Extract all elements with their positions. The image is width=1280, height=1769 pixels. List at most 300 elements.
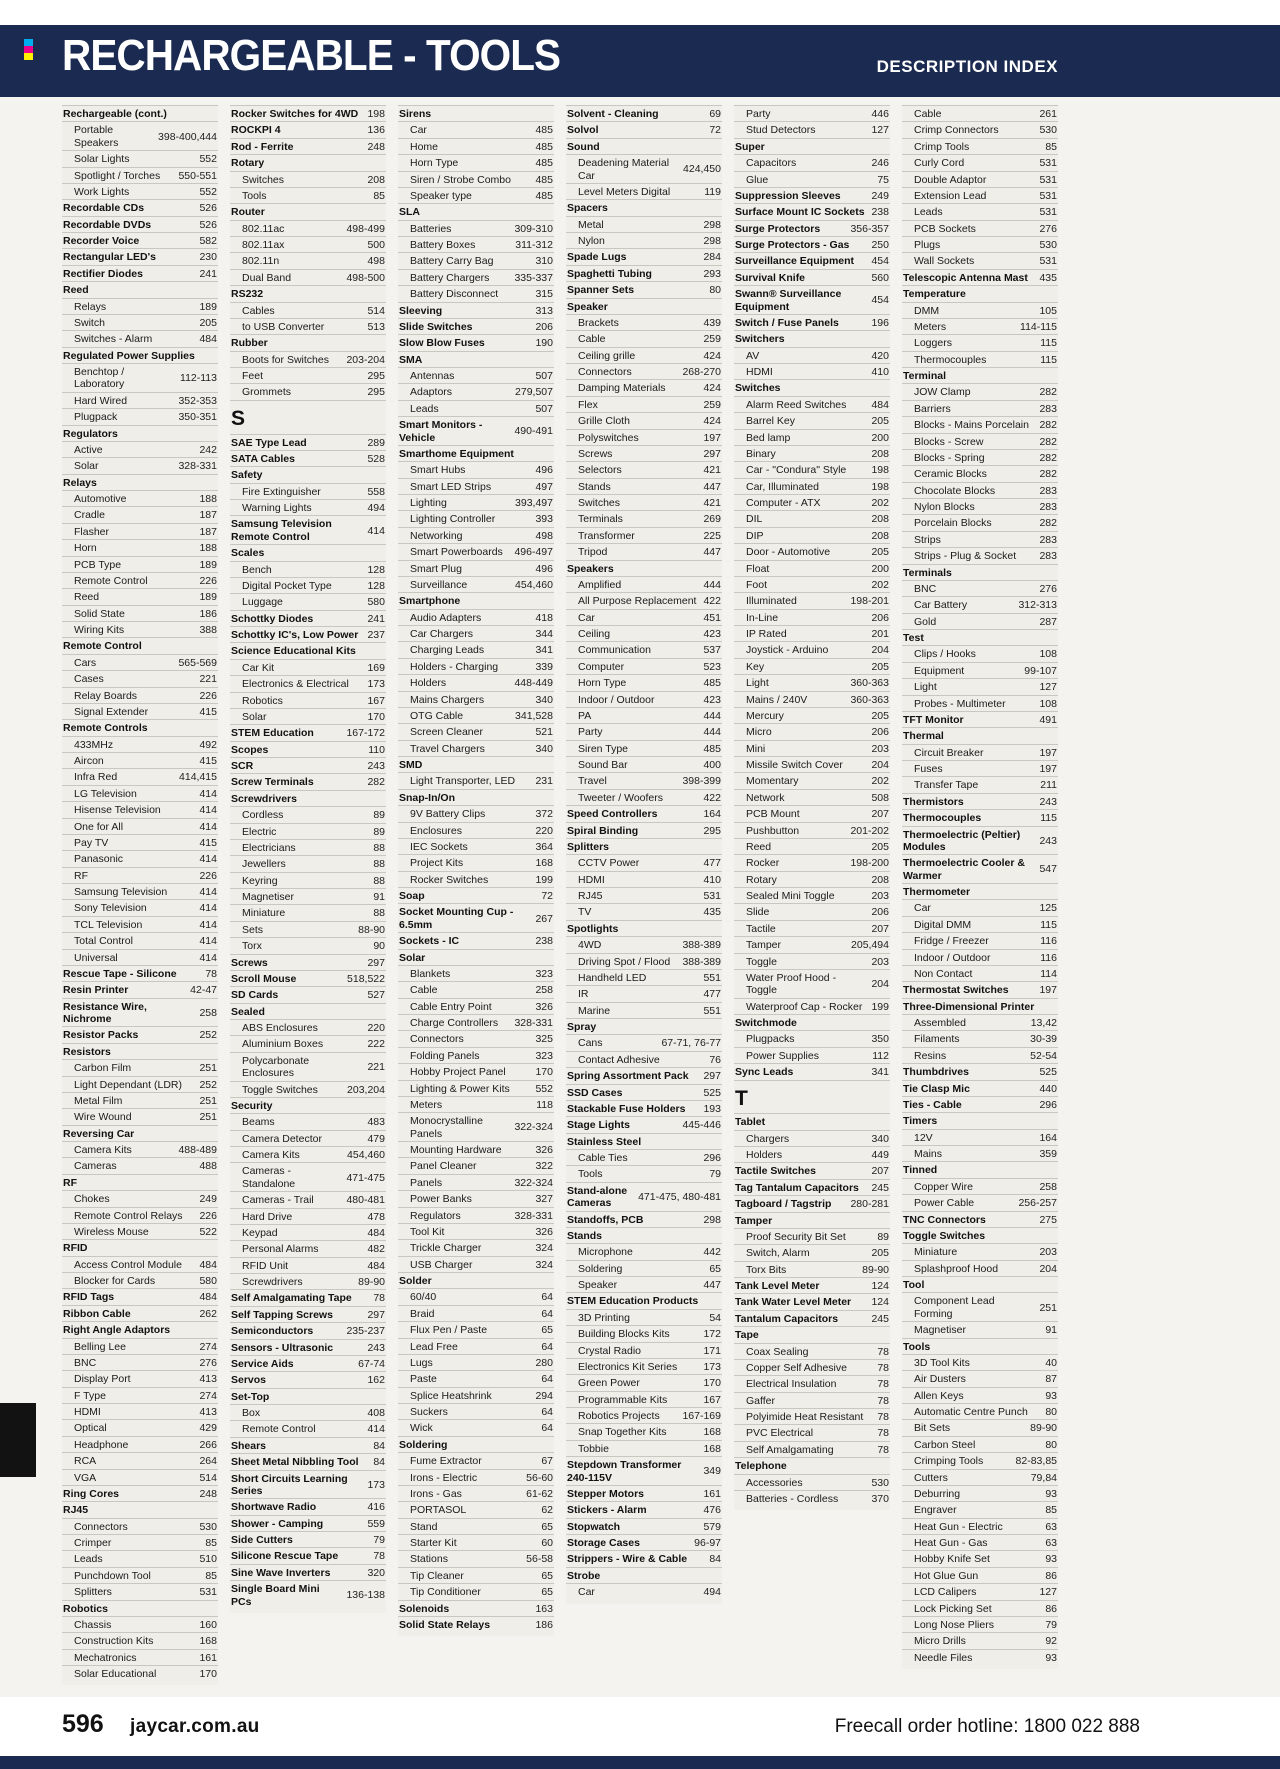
entry-label: HDMI	[74, 1406, 101, 1418]
entry-label: Micro Drills	[914, 1635, 966, 1648]
entry-label: Safety	[231, 469, 263, 482]
entry-label: Mini	[746, 742, 766, 755]
entry-pages: 478	[367, 1210, 385, 1223]
index-entry	[230, 659, 386, 675]
entry-label: Test	[903, 632, 924, 644]
entry-pages: 206	[871, 726, 889, 739]
entry-pages: 76	[709, 1053, 721, 1066]
entry-pages: 414	[199, 918, 217, 931]
section-letter	[734, 1080, 890, 1114]
entry-label: Lugs	[410, 1356, 433, 1369]
index-entry	[62, 949, 218, 965]
entry-pages: 552	[199, 153, 217, 166]
entry-label: PCB Sockets	[914, 222, 976, 235]
entry-label: TFT Monitor	[903, 713, 964, 726]
entry-label: Hot Glue Gun	[914, 1569, 979, 1582]
entry-pages: 262	[199, 1307, 217, 1320]
entry-label: Heat Gun - Electric	[914, 1520, 1003, 1533]
entry-pages: 187	[199, 509, 217, 522]
entry-pages: 484	[367, 1259, 385, 1272]
entry-pages: 115	[1040, 812, 1057, 825]
entry-pages: 199	[535, 873, 553, 886]
index-entry	[566, 1260, 722, 1276]
entry-pages: 189	[199, 591, 217, 604]
index-entry	[62, 1256, 218, 1272]
index-entry	[902, 1518, 1058, 1534]
entry-pages: 485	[535, 189, 553, 202]
entry-pages: 420	[871, 349, 889, 362]
entry-label: Tank Level Meter	[735, 1280, 820, 1293]
entry-pages: 201	[871, 628, 889, 640]
entry-pages: 85	[373, 189, 385, 202]
index-entry	[734, 936, 890, 952]
entry-pages: 91	[1045, 1324, 1057, 1337]
entry-label: Accessories	[746, 1476, 803, 1489]
entry-label: Solvent - Cleaning	[567, 108, 659, 120]
index-entry	[230, 675, 386, 691]
entry-pages: 530	[1039, 239, 1057, 251]
index-entry	[734, 363, 890, 379]
entry-label: Metal	[578, 218, 604, 231]
entry-label: Tactile	[746, 922, 776, 935]
index-entry	[62, 1501, 218, 1517]
index-entry	[398, 949, 554, 965]
entry-pages: 471-475, 480-481	[638, 1190, 721, 1203]
entry-pages: 393	[535, 513, 553, 526]
entry-pages: 485	[535, 124, 553, 137]
entry-label: Switches	[735, 382, 781, 395]
entry-pages: 128	[367, 579, 385, 592]
entry-label: Luggage	[242, 596, 283, 609]
index-entry	[62, 899, 218, 915]
entry-label: Tools	[578, 1168, 603, 1181]
entry-label: Rotary	[746, 873, 777, 886]
index-entry	[734, 1457, 890, 1473]
entry-pages: 312-313	[1018, 599, 1057, 612]
entry-label: Stands	[578, 480, 611, 493]
print-registration-mark	[24, 39, 33, 61]
entry-pages: 296	[1039, 1098, 1057, 1111]
index-entry	[398, 1063, 554, 1079]
entry-pages: 243	[367, 1341, 385, 1354]
entry-label: Resins	[914, 1049, 947, 1062]
index-entry	[566, 822, 722, 838]
entry-pages: 311-312	[515, 239, 553, 251]
index-entry	[902, 351, 1058, 367]
entry-label: In-Line	[746, 611, 779, 624]
entry-label: Car	[578, 1586, 595, 1599]
entry-label: Spacers	[567, 202, 608, 215]
entry-label: Assembled	[914, 1017, 966, 1029]
index-entry	[566, 772, 722, 788]
index-entry	[230, 1035, 386, 1051]
index-entry	[566, 1391, 722, 1407]
index-entry	[62, 330, 218, 346]
entry-pages: 258	[199, 1006, 217, 1019]
entry-label: Rescue Tape - Silicone	[63, 967, 177, 980]
index-entry	[398, 1157, 554, 1173]
entry-label: Schottky Diodes	[231, 612, 314, 625]
index-entry	[902, 998, 1058, 1014]
entry-pages: 167-172	[346, 727, 385, 740]
index-entry	[734, 674, 890, 690]
entry-pages: 418	[535, 611, 553, 624]
index-entry	[62, 654, 218, 670]
description-index-label: DESCRIPTION INDEX	[876, 57, 1058, 76]
entry-label: Car, Illuminated	[746, 480, 819, 493]
entry-label: Servos	[231, 1374, 267, 1387]
entry-label: Regulators	[410, 1209, 461, 1222]
entry-pages: 398-400,444	[158, 130, 217, 143]
entry-label: Headphone	[74, 1438, 129, 1451]
index-entry	[734, 171, 890, 187]
entry-pages: 78	[877, 1411, 889, 1424]
entry-label: Gold	[914, 615, 937, 628]
index-entry	[902, 531, 1058, 547]
entry-label: Toggle Switches	[242, 1083, 318, 1096]
entry-label: Camera Kits	[74, 1144, 132, 1156]
index-columns	[0, 97, 1280, 1697]
entry-pages: 454,460	[515, 578, 553, 591]
entry-label: Component Lead Forming	[914, 1295, 995, 1320]
entry-pages: 196	[871, 316, 889, 329]
entry-label: Torx	[242, 940, 262, 953]
index-entry	[398, 302, 554, 318]
entry-label: Crimp Connectors	[914, 124, 999, 137]
index-entry	[398, 171, 554, 187]
index-entry	[398, 1080, 554, 1096]
entry-label: Hard Wired	[74, 394, 128, 407]
entry-label: Screws	[578, 447, 613, 460]
entry-pages: 259	[703, 398, 721, 411]
index-entry	[62, 637, 218, 653]
index-entry	[734, 1244, 890, 1260]
index-entry	[902, 1260, 1058, 1276]
entry-pages: 116	[1040, 935, 1057, 948]
entry-label: Thermistors	[903, 795, 964, 808]
index-entry	[230, 888, 386, 904]
entry-pages: 211	[1040, 779, 1057, 792]
entry-pages: 84	[373, 1456, 385, 1469]
entry-label: Soap	[399, 890, 425, 902]
index-entry	[734, 838, 890, 854]
entry-label: Tip Conditioner	[410, 1586, 481, 1599]
index-entry	[230, 1003, 386, 1019]
index-entry	[398, 625, 554, 641]
index-entry	[734, 969, 890, 998]
index-entry	[734, 1441, 890, 1457]
entry-pages: 266	[199, 1438, 217, 1451]
entry-pages: 78	[205, 967, 217, 980]
index-entry	[398, 1096, 554, 1112]
entry-label: Rod - Ferrite	[231, 140, 294, 153]
index-entry	[902, 1145, 1058, 1161]
entry-label: Lead Free	[410, 1340, 458, 1353]
entry-label: Speed Controllers	[567, 808, 658, 821]
index-entry	[230, 334, 386, 350]
entry-pages: 249	[871, 189, 889, 202]
index-entry	[230, 302, 386, 318]
index-entry	[566, 330, 722, 346]
entry-label: Party	[746, 108, 771, 120]
index-entry	[230, 434, 386, 450]
entry-label: Hard Drive	[242, 1210, 293, 1223]
entry-pages: 245	[871, 1312, 889, 1325]
index-entry	[566, 154, 722, 183]
entry-label: Resin Printer	[63, 984, 129, 997]
entry-label: Soldering	[399, 1438, 448, 1451]
index-entry	[902, 1354, 1058, 1370]
entry-pages: 325	[535, 1033, 553, 1046]
entry-pages: 115	[1040, 353, 1057, 366]
index-entry	[566, 691, 722, 707]
entry-pages: 170	[535, 1066, 553, 1079]
index-entry	[230, 383, 386, 399]
entry-label: ROCKPI 4	[231, 124, 281, 137]
index-entry	[398, 789, 554, 805]
index-entry	[902, 1129, 1058, 1145]
index-entry	[566, 138, 722, 154]
entry-label: RFID	[63, 1242, 88, 1255]
index-entry	[62, 539, 218, 555]
entry-pages: 89-90	[862, 1263, 889, 1276]
entry-label: Set-Top	[231, 1390, 270, 1403]
index-entry	[230, 1257, 386, 1273]
entry-pages: 415	[199, 705, 217, 718]
index-entry	[902, 1161, 1058, 1177]
entry-pages: 326	[535, 1144, 553, 1156]
entry-label: Cordless	[242, 809, 284, 822]
entry-pages: 164	[1039, 1131, 1057, 1144]
index-entry	[230, 708, 386, 724]
index-entry	[734, 953, 890, 969]
entry-label: 4WD	[578, 939, 602, 952]
entry-label: Pushbutton	[746, 824, 800, 837]
entry-pages: 551	[703, 971, 721, 984]
entry-label: Networking	[410, 529, 463, 542]
entry-pages: 298	[703, 218, 721, 231]
entry-pages: 206	[871, 611, 889, 624]
index-entry	[902, 1063, 1058, 1079]
index-entry	[902, 1321, 1058, 1337]
entry-label: Battery Boxes	[410, 239, 476, 251]
entry-pages: 92	[1045, 1635, 1057, 1648]
index-entry	[230, 1470, 386, 1499]
index-entry	[230, 171, 386, 187]
entry-label: SATA Cables	[231, 452, 295, 465]
entry-pages: 414	[199, 804, 217, 817]
index-entry	[734, 379, 890, 395]
index-entry	[230, 138, 386, 154]
index-column-1	[62, 105, 218, 1685]
entry-label: Horn	[74, 542, 97, 555]
entry-label: Smart Hubs	[410, 464, 466, 477]
entry-label: Binary	[746, 447, 776, 460]
entry-pages: 64	[541, 1373, 553, 1386]
index-entry	[566, 1227, 722, 1243]
index-entry	[734, 658, 890, 674]
entry-pages: 163	[535, 1602, 553, 1615]
entry-label: Three-Dimensional Printer	[903, 1000, 1035, 1013]
index-entry	[902, 269, 1058, 285]
index-entry	[902, 1096, 1058, 1112]
entry-pages: 530	[1039, 124, 1057, 137]
index-entry	[398, 1272, 554, 1288]
entry-label: Chocolate Blocks	[914, 484, 996, 497]
index-entry	[62, 1534, 218, 1550]
entry-label: PCB Type	[74, 558, 122, 571]
entry-pages: 164	[703, 808, 721, 821]
index-entry	[566, 199, 722, 215]
entry-pages: 90	[373, 940, 385, 953]
entry-label: Holders	[410, 677, 447, 690]
entry-label: Swann® Surveillance Equipment	[735, 288, 842, 313]
entry-pages: 498-499	[346, 222, 385, 235]
index-entry	[230, 187, 386, 203]
entry-pages: 99-107	[1024, 664, 1057, 677]
entry-pages: 558	[367, 485, 385, 498]
entry-label: RS232	[231, 288, 264, 301]
entry-pages: 162	[367, 1374, 385, 1387]
entry-pages: 297	[703, 447, 721, 460]
entry-label: Cases	[74, 673, 104, 686]
entry-pages: 169	[367, 661, 385, 674]
entry-pages: 388	[199, 624, 217, 636]
entry-pages: 222	[367, 1038, 385, 1051]
entry-pages: 414	[199, 853, 217, 866]
entry-label: Sine Wave Inverters	[231, 1566, 331, 1579]
entry-label: Access Control Module	[74, 1258, 182, 1271]
entry-label: Cars	[74, 656, 97, 669]
entry-label: Cables	[242, 304, 275, 317]
entry-label: Rechargeable (cont.)	[63, 108, 167, 120]
index-entry	[902, 1276, 1058, 1292]
index-entry	[566, 347, 722, 363]
index-entry	[566, 265, 722, 281]
entry-label: Survival Knife	[735, 271, 806, 284]
entry-label: Carbon Film	[74, 1062, 132, 1075]
entry-label: Keyring	[242, 874, 278, 887]
entry-label: Beams	[242, 1116, 275, 1129]
entry-label: ABS Enclosures	[242, 1022, 318, 1035]
entry-label: Standoffs, PCB	[567, 1213, 644, 1226]
entry-label: Work Lights	[74, 185, 130, 198]
entry-pages: 444	[703, 726, 721, 739]
index-entry	[62, 1141, 218, 1157]
entry-label: TNC Connectors	[903, 1213, 986, 1226]
entry-label: Alarm Reed Switches	[746, 398, 847, 411]
index-entry	[230, 1113, 386, 1129]
index-entry	[230, 1081, 386, 1097]
index-entry	[398, 1047, 554, 1063]
entry-label: Strippers - Wire & Cable	[567, 1553, 688, 1566]
entry-label: Car	[410, 124, 427, 137]
index-entry	[902, 1452, 1058, 1468]
index-entry	[566, 445, 722, 461]
entry-pages: 226	[199, 689, 217, 702]
entry-pages: 205	[871, 1247, 889, 1260]
index-entry	[902, 1469, 1058, 1485]
index-entry	[62, 363, 218, 392]
index-entry	[902, 564, 1058, 580]
index-entry	[566, 105, 722, 121]
index-entry	[902, 416, 1058, 432]
website-link[interactable]: jaycar.com.au	[130, 1716, 260, 1737]
entry-pages: 283	[1039, 402, 1057, 415]
entry-label: RJ45	[578, 890, 603, 902]
index-entry	[734, 1261, 890, 1277]
entry-pages: 485	[703, 742, 721, 755]
index-entry	[734, 396, 890, 412]
index-entry	[566, 936, 722, 952]
index-entry	[62, 1092, 218, 1108]
index-entry	[398, 383, 554, 399]
index-entry	[902, 138, 1058, 154]
index-entry	[734, 576, 890, 592]
index-entry	[398, 838, 554, 854]
entry-pages: 202	[871, 775, 889, 788]
index-entry	[398, 367, 554, 383]
index-entry	[902, 916, 1058, 932]
entry-pages: 298	[703, 1213, 721, 1226]
entry-label: Tablet	[735, 1116, 766, 1129]
index-entry	[902, 662, 1058, 678]
entry-label: Computer	[578, 660, 625, 673]
entry-label: Belling Lee	[74, 1340, 126, 1353]
entry-label: Blocks - Mains Porcelain	[914, 419, 1029, 432]
entry-pages: 413	[199, 1406, 217, 1418]
index-entry	[902, 547, 1058, 563]
entry-label: Irons - Electric	[410, 1471, 478, 1484]
entry-label: Semiconductors	[231, 1325, 314, 1338]
entry-pages: 415	[199, 755, 217, 767]
index-entry	[230, 757, 386, 773]
index-entry	[902, 776, 1058, 792]
index-entry	[566, 1407, 722, 1423]
index-entry	[398, 576, 554, 592]
entry-pages: 89-90	[1030, 1422, 1057, 1435]
entry-label: Switch / Fuse Panels	[735, 316, 839, 329]
entry-pages: 61-62	[526, 1487, 553, 1500]
entry-label: Universal	[74, 951, 118, 964]
entry-pages: 496	[535, 464, 553, 477]
entry-label: Electricians	[242, 841, 296, 854]
index-column-5	[734, 105, 890, 1510]
entry-label: Samsung Television Remote Control	[231, 518, 332, 543]
entry-label: Wireless Mouse	[74, 1225, 149, 1238]
entry-pages: 444	[703, 709, 721, 722]
entry-pages: 510	[199, 1553, 217, 1566]
entry-label: Glue	[746, 173, 769, 186]
index-entry	[62, 121, 218, 150]
index-entry	[230, 318, 386, 334]
entry-pages: 531	[703, 890, 721, 902]
entry-label: Rectifier Diodes	[63, 267, 143, 280]
entry-label: Cameras	[74, 1160, 117, 1173]
entry-label: Keypad	[242, 1226, 278, 1239]
entry-label: Timers	[903, 1115, 938, 1128]
index-entry	[230, 1162, 386, 1191]
entry-pages: 242	[199, 443, 217, 456]
entry-pages: 580	[367, 596, 385, 609]
index-entry	[734, 1343, 890, 1359]
index-entry	[398, 461, 554, 477]
entry-label: Plugpack	[74, 411, 118, 424]
entry-label: RFID Tags	[63, 1291, 115, 1304]
entry-label: Camera Detector	[242, 1132, 322, 1145]
entry-label: Leads	[914, 206, 943, 219]
index-entry	[230, 1273, 386, 1289]
